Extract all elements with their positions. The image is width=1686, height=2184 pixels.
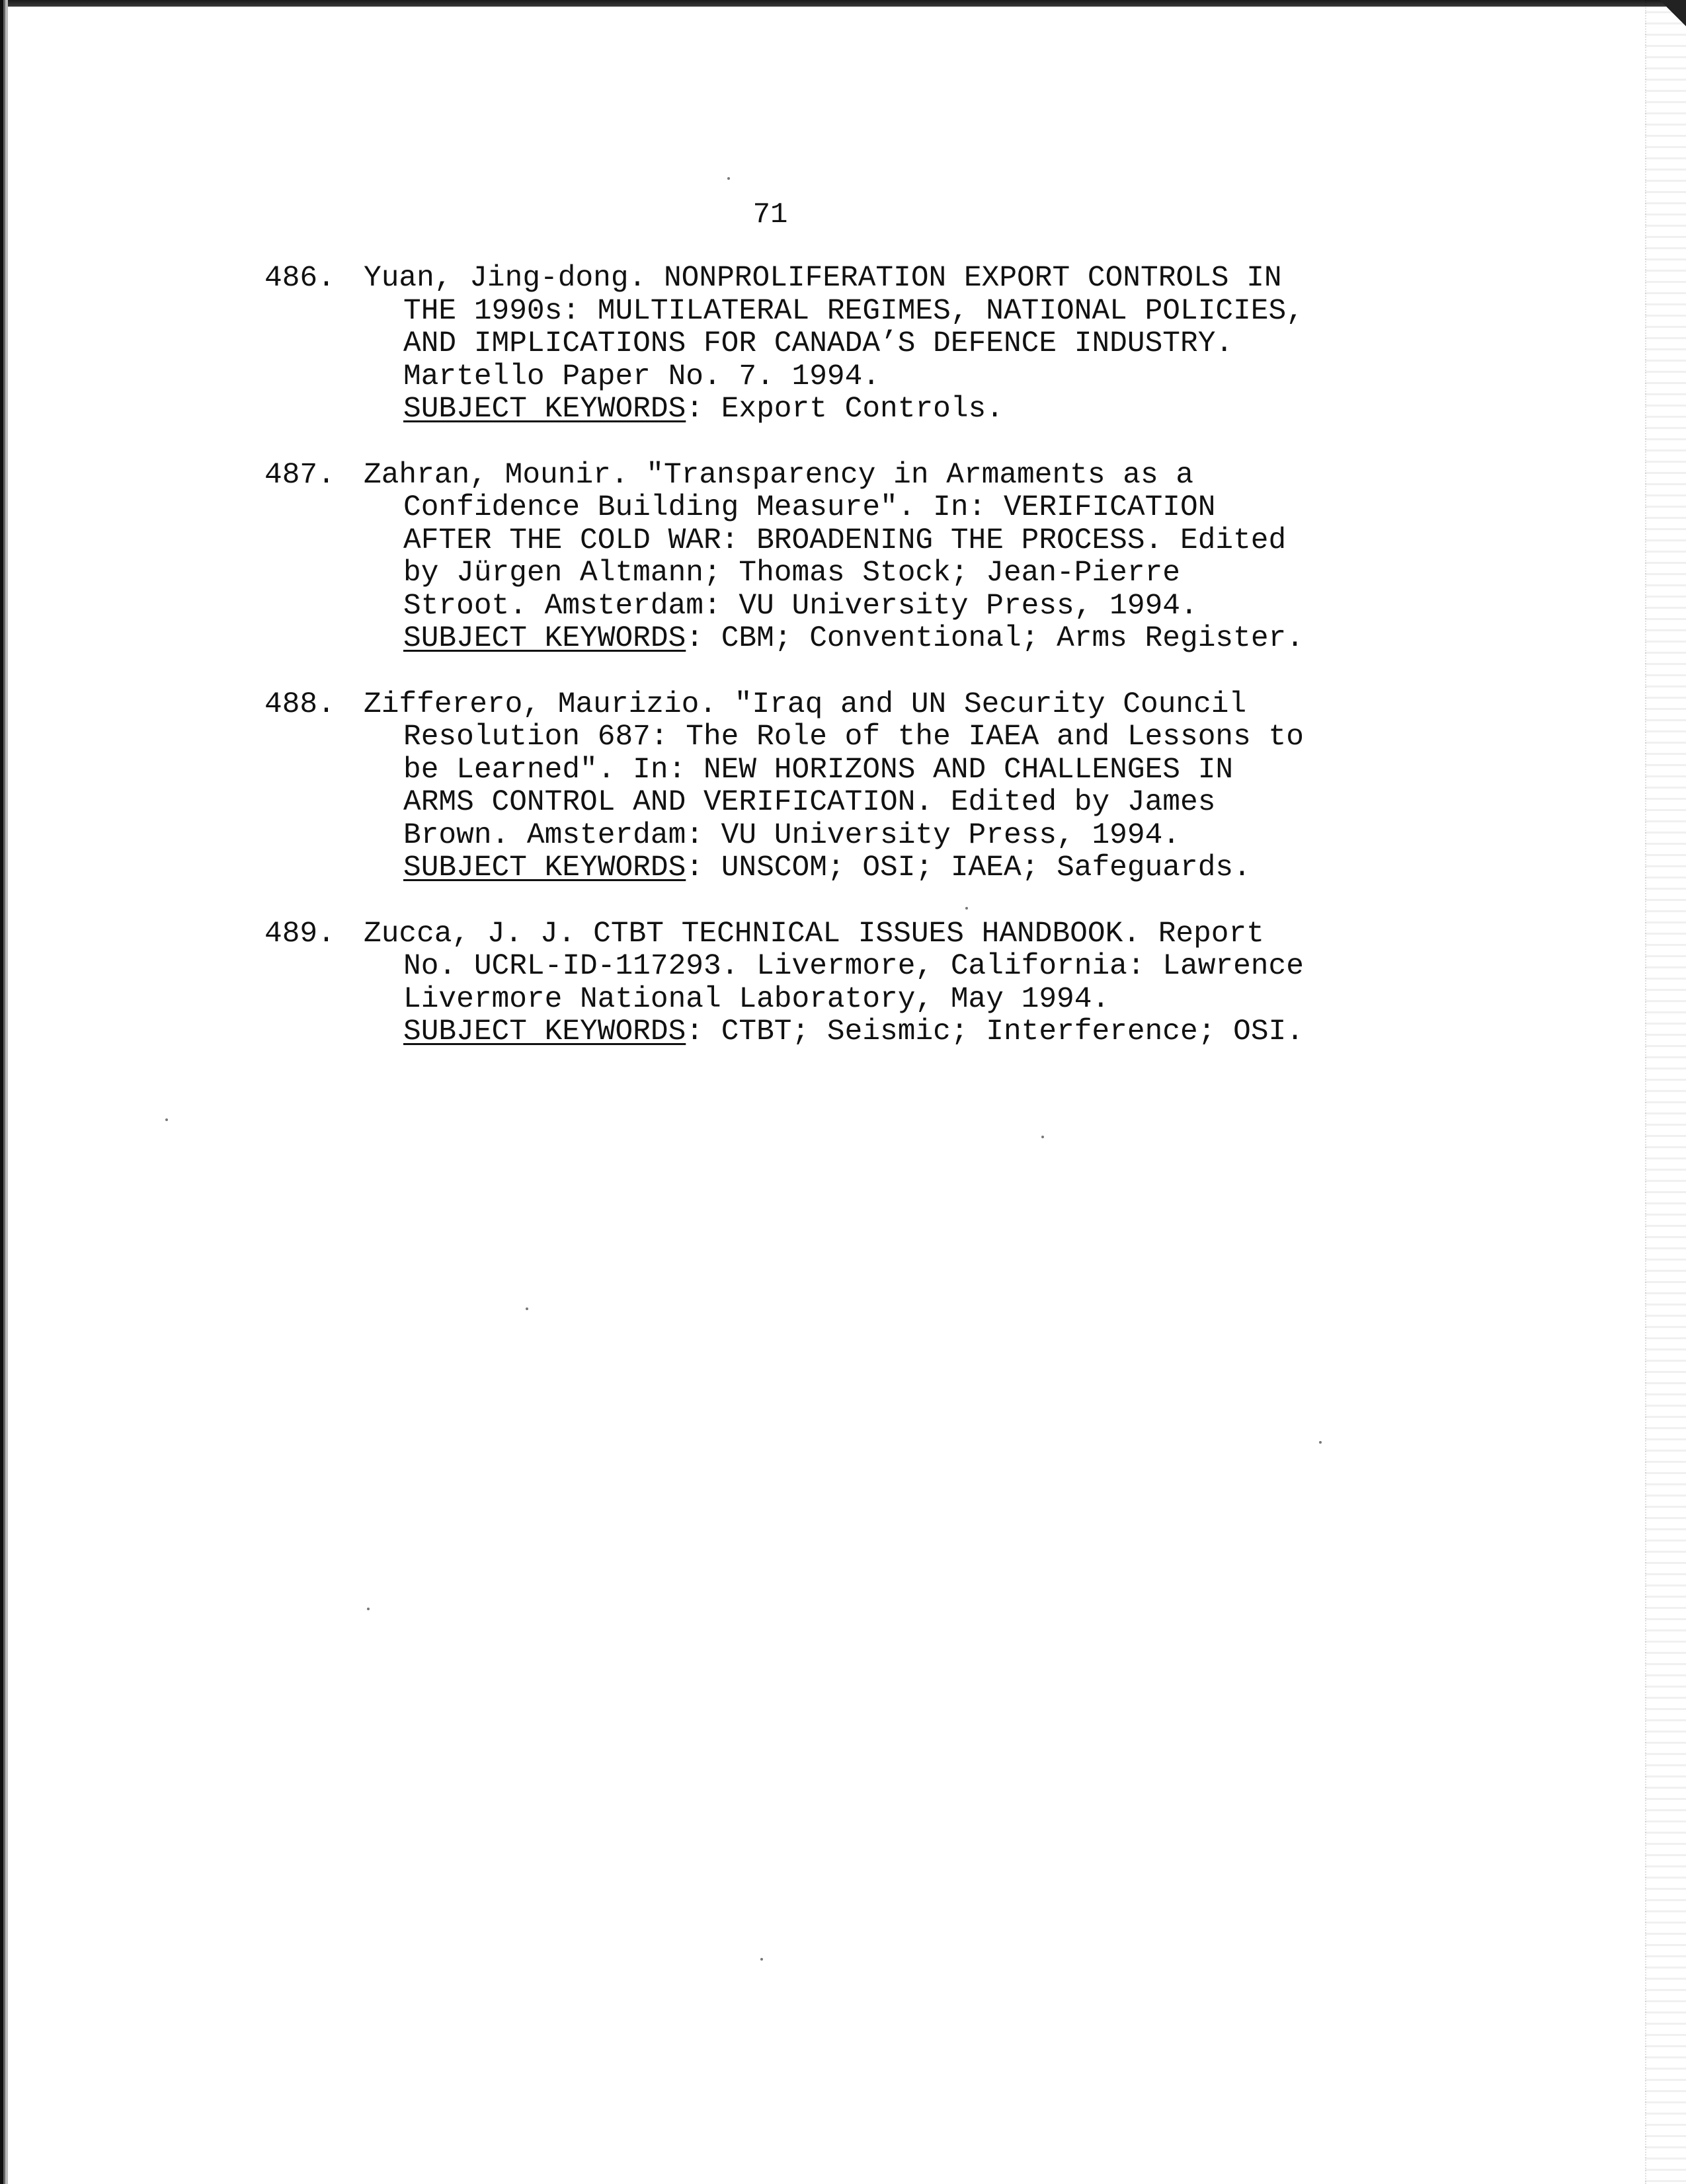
entry-number: 486.: [264, 262, 335, 295]
entry-line: No. UCRL-ID-117293. Livermore, California: Lawrence: [403, 950, 1304, 983]
entry-line: Martello Paper No. 7. 1994.: [403, 360, 881, 393]
entry-text: Zahran, Mounir. "Transparency in Armaments as a: [364, 458, 1194, 492]
entry-first-line: [264, 262, 1441, 295]
scan-edge-right: [1645, 0, 1686, 2184]
scan-corner: [1660, 0, 1686, 40]
bibliography-entry-487: [264, 459, 1441, 656]
scan-speck: [760, 1958, 763, 1961]
scan-speck: [727, 177, 730, 180]
scan-speck: [1319, 1441, 1322, 1444]
entry-line: Livermore National Laboratory, May 1994.: [403, 982, 1110, 1016]
entry-line: THE 1990s: MULTILATERAL REGIMES, NATIONAL POLICIES,: [403, 294, 1304, 328]
bibliography-entry-486: [264, 262, 1441, 426]
entry-line: ARMS CONTROL AND VERIFICATION. Edited by James: [403, 786, 1216, 819]
entry-text: Yuan, Jing-dong. NONPROLIFERATION EXPORT CONTROLS IN: [364, 262, 1282, 295]
entry-first-line: [264, 918, 1441, 951]
subject-keywords: : UNSCOM; OSI; IAEA; Safeguards.: [686, 851, 1251, 884]
subject-keywords-line: [403, 393, 1441, 426]
entry-line: AND IMPLICATIONS FOR CANADA’S DEFENCE INDUSTRY.: [403, 327, 1234, 360]
subject-keywords-label: SUBJECT KEYWORDS: [403, 393, 686, 426]
subject-keywords: : CBM; Conventional; Arms Register.: [686, 622, 1304, 655]
entry-line: Resolution 687: The Role of the IAEA and Lessons to: [403, 721, 1304, 754]
page-number: 71: [752, 198, 788, 231]
scan-speck: [165, 1118, 168, 1121]
entry-line: Brown. Amsterdam: VU University Press, 1994.: [403, 818, 1180, 852]
subject-keywords: : Export Controls.: [686, 393, 1004, 426]
subject-keywords-line: [403, 852, 1441, 885]
scan-speck: [1041, 1136, 1044, 1138]
entry-line: Confidence Building Measure". In: VERIFICATION: [403, 491, 1216, 524]
subject-keywords-line: [403, 1016, 1441, 1049]
subject-keywords-label: SUBJECT KEYWORDS: [403, 1015, 686, 1048]
subject-keywords-label: SUBJECT KEYWORDS: [403, 622, 686, 655]
entry-line: by Jürgen Altmann; Thomas Stock; Jean-Pierre: [403, 557, 1180, 590]
scan-speck: [367, 1608, 370, 1610]
subject-keywords-line: [403, 623, 1441, 656]
scan-speck: [526, 1307, 528, 1310]
subject-keywords: : CTBT; Seismic; Interference; OSI.: [686, 1015, 1304, 1048]
subject-keywords-label: SUBJECT KEYWORDS: [403, 851, 686, 884]
entry-number: 489.: [264, 917, 335, 951]
entry-text: Zifferero, Maurizio. "Iraq and UN Security Council: [364, 687, 1247, 721]
entry-line: AFTER THE COLD WAR: BROADENING THE PROCESS. Edited: [403, 524, 1287, 557]
entry-line: be Learned". In: NEW HORIZONS AND CHALLENGES IN: [403, 753, 1234, 787]
bibliography-entries: [264, 262, 1441, 1082]
entry-first-line: [264, 689, 1441, 722]
scan-border-top: [0, 0, 1686, 7]
entry-text: Zucca, J. J. CTBT TECHNICAL ISSUES HANDBOOK. Report: [364, 917, 1264, 951]
entry-number: 488.: [264, 687, 335, 721]
bibliography-entry-489: [264, 918, 1441, 1049]
bibliography-entry-488: [264, 689, 1441, 885]
entry-line: Stroot. Amsterdam: VU University Press, 1994.: [403, 589, 1198, 623]
entry-number: 487.: [264, 458, 335, 492]
scan-border-left: [0, 0, 8, 2184]
entry-first-line: [264, 459, 1441, 492]
